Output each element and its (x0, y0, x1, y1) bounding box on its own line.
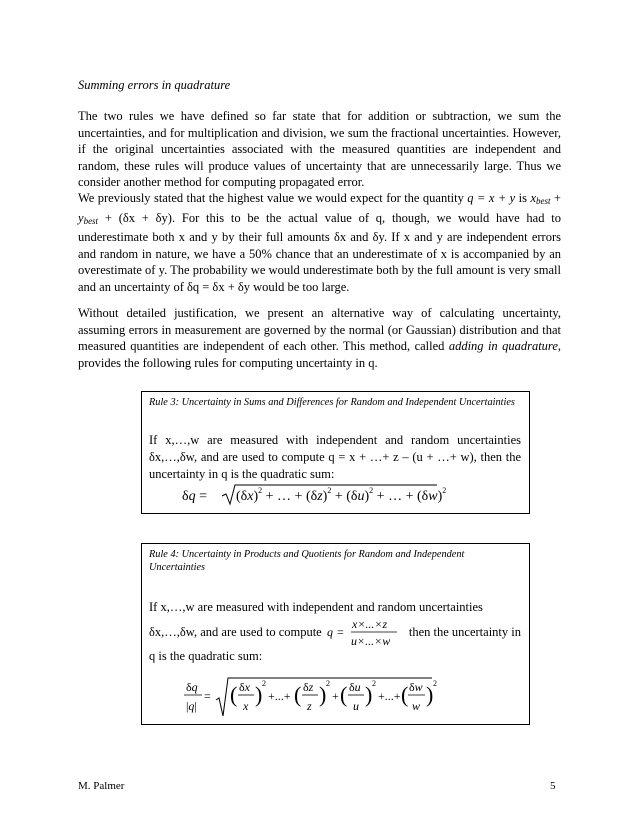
svg-text:δu: δu (349, 680, 361, 694)
svg-text:): ) (426, 682, 434, 707)
svg-text:2: 2 (262, 679, 266, 688)
svg-text:=: = (337, 625, 344, 639)
rule-4-title: Rule 4: Uncertainty in Products and Quotients for Random and Independent Uncertainties (149, 549, 465, 573)
rule-4-line-2-start: δx,…,δw, and are used to compute (149, 625, 322, 639)
footer-page-number: 5 (550, 780, 556, 792)
paragraph-1: The two rules we have defined so far state that for addition or subtraction, we sum the uncertainties, and for multiplication and division, we sum the fractional uncertainties. However, if the original uncertainties associated with the measured quantities are independent and random, these rules will produce values of uncertainty that are unnecessarily large. Thus we consider another method for computing propagated error. (78, 109, 561, 189)
svg-text:(: ( (230, 682, 238, 707)
svg-text:x×...×z: x×...×z (352, 617, 388, 631)
svg-text:x: x (243, 699, 249, 713)
rule-4-formula (182, 674, 442, 720)
svg-text:u×...×w: u×...×w (351, 634, 391, 648)
rule-3-body: If x,…,w are measured with independent and random uncertainties δx,…,δw, and are used to compute q = x + …+ z – (u + …+ w), then the uncertainty in q is the quadratic sum: (149, 433, 521, 481)
footer-author: M. Palmer (78, 780, 125, 792)
svg-text:2: 2 (372, 679, 376, 688)
svg-text:): ) (255, 682, 263, 707)
svg-text:+...+: +...+ (378, 689, 401, 703)
svg-text:z: z (307, 699, 312, 713)
rule-4-box (141, 543, 530, 725)
svg-text:(δx)2 + … + (δz)2 + (δu)2 + …: $(\delta x)^2$ + … + $(\delta z)^2 + (\delta u)^2$ + … + $(\delta w)^2$ (236, 486, 447, 504)
svg-text:+...+: +...+ (268, 689, 291, 703)
paragraph-3: Without detailed justification, we present an alternative way of calculating uncertainty, assuming errors in measurement are governed by the normal (or Gaussian) distribution and that measured quantities are independent of each other. This method, called adding in quadrature, provides the following rules for computing uncertainty in q. (78, 306, 562, 370)
rule-3-title: Rule 3: Uncertainty in Sums and Differences for Random and Independent Uncertainties (149, 397, 515, 408)
svg-text:+: + (332, 689, 339, 703)
rule-3-box (141, 391, 530, 514)
svg-text:|q|: |q| (186, 699, 197, 713)
svg-text:δx: δx (239, 680, 250, 694)
svg-text:δq: δq (186, 680, 198, 694)
svg-text:u: u (353, 699, 359, 713)
svg-text:δw: δw (409, 680, 423, 694)
svg-text:2: 2 (326, 679, 330, 688)
svg-text:(: ( (401, 682, 409, 707)
svg-text:2: 2 (433, 679, 437, 688)
section-heading: Summing errors in quadrature (78, 78, 231, 92)
svg-text:=: = (204, 689, 211, 703)
svg-text:(: ( (294, 682, 302, 707)
paragraph-2: We previously stated that the highest value we would expect for the quantity q = x + y is $x_{best} + y_{best} + (\delta x + \delta y)$. For this to be the actual value of q, though, we would have had to underestimate both x and y by their full amounts δx and δy. If x and y are independent errors and random in nature, we have a 50% chance that an underestimate of x is accompanied by an overestimate of y. The probability we would underestimate both by the full amount is very small and an uncertainty of δq = δx + δy would be too large. (78, 191, 561, 294)
rule-4-line-3: q is the quadratic sum: (149, 649, 263, 663)
svg-text:): ) (319, 682, 327, 707)
svg-text:w: w (412, 699, 421, 713)
svg-text:q: q (327, 625, 333, 639)
svg-text:(: ( (340, 682, 348, 707)
rule-4-product-formula (325, 614, 405, 650)
rule-4-line-2-end: then the uncertainty in (408, 625, 521, 639)
svg-text:): ) (365, 682, 373, 707)
svg-text:δq =: δq = (182, 489, 208, 504)
rule-3-formula (172, 482, 452, 508)
svg-text:δz: δz (303, 680, 314, 694)
rule-4-line-1: If x,…,w are measured with independent and random uncertainties (149, 600, 483, 614)
